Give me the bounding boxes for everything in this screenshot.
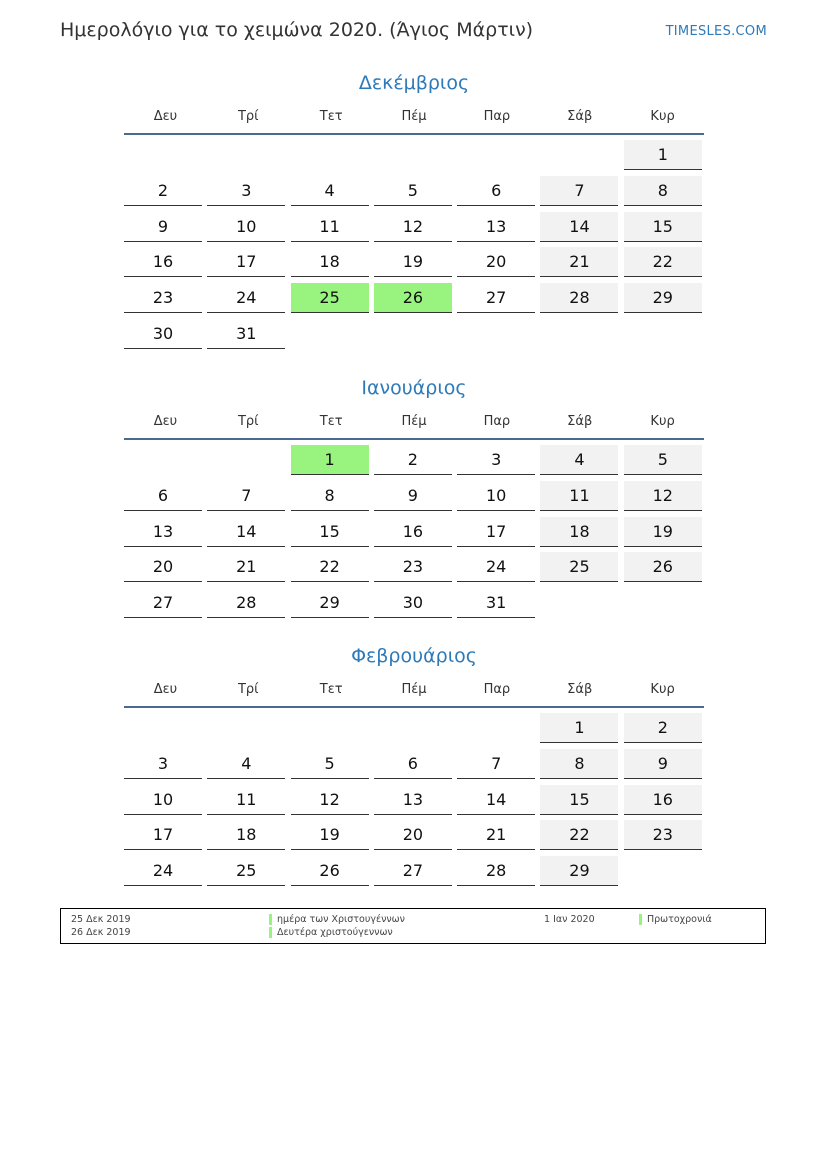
legend-holiday-name: Δευτέρα χριστούγεννων bbox=[269, 926, 393, 939]
day-cell: 5 bbox=[374, 176, 452, 206]
day-cell: 12 bbox=[291, 785, 369, 815]
day-cell: 31 bbox=[207, 319, 285, 349]
weekday-label: Πέμ bbox=[401, 682, 427, 697]
day-cell: 29 bbox=[540, 856, 618, 886]
empty-cell bbox=[457, 140, 535, 170]
month-february bbox=[124, 643, 704, 886]
page-title: Ημερολόγιο για το χειμώνα 2020. (Άγιος Μάρτιν) bbox=[60, 19, 534, 41]
day-cell: 12 bbox=[624, 481, 702, 511]
day-cell: 2 bbox=[124, 176, 202, 206]
day-cell: 20 bbox=[457, 247, 535, 277]
weekday-label: Τετ bbox=[319, 682, 343, 697]
day-cell: 25 bbox=[207, 856, 285, 886]
empty-cell bbox=[207, 713, 285, 743]
day-cell: 14 bbox=[540, 212, 618, 242]
day-cell: 11 bbox=[291, 212, 369, 242]
day-cell: 22 bbox=[624, 247, 702, 277]
weekday-label: Παρ bbox=[483, 682, 511, 697]
day-cell: 6 bbox=[457, 176, 535, 206]
day-cell: 21 bbox=[207, 552, 285, 582]
day-cell: 26 bbox=[624, 552, 702, 582]
day-cell: 12 bbox=[374, 212, 452, 242]
day-grid bbox=[124, 713, 704, 886]
day-cell: 16 bbox=[124, 247, 202, 277]
day-cell: 1 bbox=[540, 713, 618, 743]
weekday-label: Σάβ bbox=[567, 414, 593, 429]
day-cell: 1 bbox=[291, 445, 369, 475]
month-december bbox=[124, 70, 704, 349]
day-cell: 17 bbox=[207, 247, 285, 277]
day-cell: 24 bbox=[207, 283, 285, 313]
day-cell: 2 bbox=[624, 713, 702, 743]
day-cell: 4 bbox=[540, 445, 618, 475]
day-cell: 8 bbox=[291, 481, 369, 511]
day-cell: 26 bbox=[374, 283, 452, 313]
day-cell: 18 bbox=[540, 517, 618, 547]
month-name: Δεκέμβριος bbox=[358, 72, 470, 94]
day-cell: 7 bbox=[207, 481, 285, 511]
day-cell: 10 bbox=[124, 785, 202, 815]
day-cell: 1 bbox=[624, 140, 702, 170]
day-cell: 14 bbox=[457, 785, 535, 815]
legend-date: 25 Δεκ 2019 bbox=[71, 914, 131, 925]
day-cell: 4 bbox=[207, 749, 285, 779]
empty-cell bbox=[374, 713, 452, 743]
legend-date: 26 Δεκ 2019 bbox=[71, 927, 131, 938]
weekday-label: Σάβ bbox=[567, 682, 593, 697]
day-cell: 13 bbox=[374, 785, 452, 815]
brand-link[interactable]: TIMESLES.COM bbox=[665, 24, 767, 39]
weekday-label: Τρί bbox=[237, 414, 259, 429]
day-cell: 19 bbox=[624, 517, 702, 547]
day-cell: 29 bbox=[291, 588, 369, 618]
day-cell: 9 bbox=[124, 212, 202, 242]
day-cell: 7 bbox=[540, 176, 618, 206]
day-cell: 18 bbox=[207, 820, 285, 850]
weekday-label: Τρί bbox=[237, 682, 259, 697]
day-cell: 31 bbox=[457, 588, 535, 618]
day-cell: 18 bbox=[291, 247, 369, 277]
day-cell: 15 bbox=[540, 785, 618, 815]
legend-holiday-name: ημέρα των Χριστουγέννων bbox=[269, 913, 405, 926]
day-cell: 21 bbox=[540, 247, 618, 277]
empty-cell bbox=[124, 445, 202, 475]
day-cell: 7 bbox=[457, 749, 535, 779]
day-cell: 6 bbox=[124, 481, 202, 511]
day-cell: 5 bbox=[624, 445, 702, 475]
day-cell: 3 bbox=[207, 176, 285, 206]
day-cell: 25 bbox=[291, 283, 369, 313]
legend-holiday-name: Πρωτοχρονιά bbox=[639, 913, 712, 926]
day-cell: 21 bbox=[457, 820, 535, 850]
day-cell: 23 bbox=[374, 552, 452, 582]
weekday-header bbox=[124, 412, 704, 440]
weekday-label: Δευ bbox=[153, 109, 178, 124]
empty-cell bbox=[540, 140, 618, 170]
day-cell: 13 bbox=[124, 517, 202, 547]
day-cell: 16 bbox=[374, 517, 452, 547]
empty-cell bbox=[207, 445, 285, 475]
day-cell: 28 bbox=[540, 283, 618, 313]
day-cell: 20 bbox=[374, 820, 452, 850]
day-cell: 17 bbox=[124, 820, 202, 850]
weekday-label: Κυρ bbox=[650, 682, 675, 697]
day-cell: 20 bbox=[124, 552, 202, 582]
weekday-label: Δευ bbox=[153, 414, 178, 429]
legend-date: 1 Ιαν 2020 bbox=[544, 914, 595, 925]
day-cell: 30 bbox=[124, 319, 202, 349]
weekday-label: Παρ bbox=[483, 109, 511, 124]
weekday-label: Τετ bbox=[319, 414, 343, 429]
day-cell: 22 bbox=[291, 552, 369, 582]
day-cell: 17 bbox=[457, 517, 535, 547]
empty-cell bbox=[291, 713, 369, 743]
day-cell: 23 bbox=[124, 283, 202, 313]
day-cell: 6 bbox=[374, 749, 452, 779]
day-cell: 8 bbox=[624, 176, 702, 206]
day-cell: 27 bbox=[374, 856, 452, 886]
weekday-header bbox=[124, 107, 704, 135]
weekday-header bbox=[124, 680, 704, 708]
day-cell: 27 bbox=[124, 588, 202, 618]
weekday-label: Παρ bbox=[483, 414, 511, 429]
day-cell: 2 bbox=[374, 445, 452, 475]
day-cell: 10 bbox=[207, 212, 285, 242]
day-cell: 30 bbox=[374, 588, 452, 618]
empty-cell bbox=[374, 140, 452, 170]
weekday-label: Κυρ bbox=[650, 109, 675, 124]
day-cell: 3 bbox=[457, 445, 535, 475]
weekday-label: Κυρ bbox=[650, 414, 675, 429]
day-cell: 15 bbox=[291, 517, 369, 547]
day-cell: 16 bbox=[624, 785, 702, 815]
day-cell: 26 bbox=[291, 856, 369, 886]
day-cell: 3 bbox=[124, 749, 202, 779]
weekday-label: Πέμ bbox=[401, 414, 427, 429]
day-cell: 5 bbox=[291, 749, 369, 779]
weekday-label: Τετ bbox=[319, 109, 343, 124]
month-name: Ιανουάριος bbox=[361, 377, 467, 399]
day-cell: 23 bbox=[624, 820, 702, 850]
day-cell: 4 bbox=[291, 176, 369, 206]
month-january bbox=[124, 375, 704, 618]
day-cell: 10 bbox=[457, 481, 535, 511]
weekday-label: Πέμ bbox=[401, 109, 427, 124]
month-name: Φεβρουάριος bbox=[351, 645, 477, 667]
day-grid bbox=[124, 445, 704, 618]
holiday-legend bbox=[60, 908, 766, 944]
day-cell: 28 bbox=[457, 856, 535, 886]
day-cell: 11 bbox=[207, 785, 285, 815]
day-cell: 29 bbox=[624, 283, 702, 313]
weekday-label: Σάβ bbox=[567, 109, 593, 124]
day-cell: 19 bbox=[291, 820, 369, 850]
day-cell: 24 bbox=[457, 552, 535, 582]
weekday-label: Δευ bbox=[153, 682, 178, 697]
day-cell: 24 bbox=[124, 856, 202, 886]
day-cell: 8 bbox=[540, 749, 618, 779]
day-cell: 28 bbox=[207, 588, 285, 618]
day-grid bbox=[124, 140, 704, 349]
day-cell: 9 bbox=[374, 481, 452, 511]
day-cell: 15 bbox=[624, 212, 702, 242]
empty-cell bbox=[124, 713, 202, 743]
empty-cell bbox=[457, 713, 535, 743]
day-cell: 9 bbox=[624, 749, 702, 779]
day-cell: 27 bbox=[457, 283, 535, 313]
day-cell: 13 bbox=[457, 212, 535, 242]
day-cell: 22 bbox=[540, 820, 618, 850]
weekday-label: Τρί bbox=[237, 109, 259, 124]
empty-cell bbox=[207, 140, 285, 170]
empty-cell bbox=[124, 140, 202, 170]
day-cell: 14 bbox=[207, 517, 285, 547]
day-cell: 19 bbox=[374, 247, 452, 277]
day-cell: 25 bbox=[540, 552, 618, 582]
day-cell: 11 bbox=[540, 481, 618, 511]
empty-cell bbox=[291, 140, 369, 170]
